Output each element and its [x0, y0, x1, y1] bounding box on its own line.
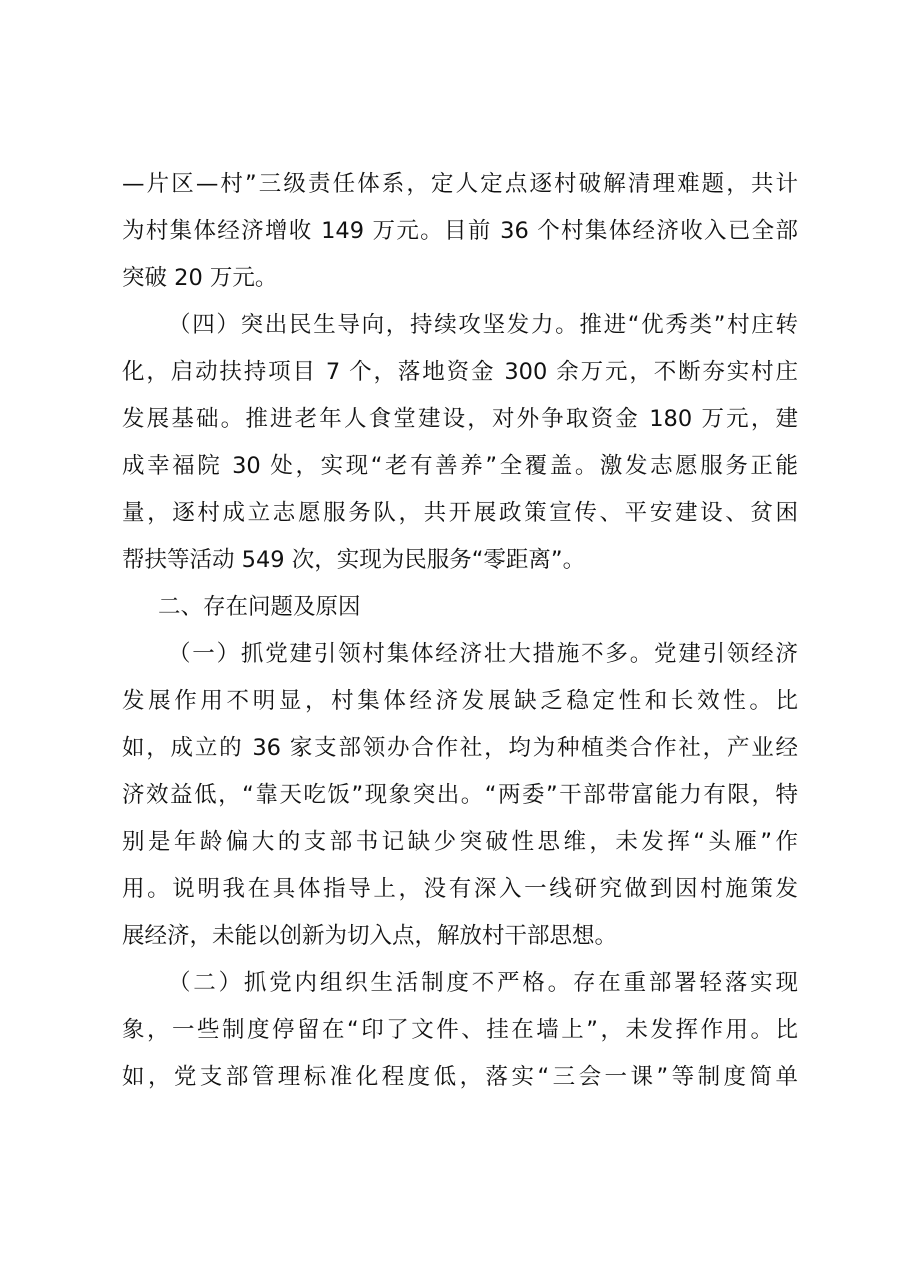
text-line: 如，党支部管理标准化程度低，落实“三会一课”等制度简单 — [122, 1064, 798, 1090]
text-line: （四）突出民生导向，持续攻坚发力。推进“优秀类”村庄转 — [168, 312, 798, 338]
text-line: （一）抓党建引领村集体经济壮大措施不多。党建引领经济 — [168, 641, 798, 667]
text-line: 别是年龄偏大的支部书记缺少突破性思维，未发挥“头雁”作 — [122, 829, 798, 855]
paragraph-one — [122, 635, 798, 964]
paragraph-continued — [122, 165, 798, 306]
text-line: 象，一些制度停留在“印了文件、挂在墙上”，未发挥作用。比 — [122, 1017, 798, 1043]
text-line: 化，启动扶持项目 7 个，落地资金 300 余万元，不断夯实村庄 — [122, 359, 798, 385]
text-line: —片区—村”三级责任体系，定人定点逐村破解清理难题，共计 — [122, 171, 798, 197]
paragraph-two — [122, 964, 798, 1105]
section-heading — [122, 588, 798, 635]
text-line: 为村集体经济增收 149 万元。目前 36 个村集体经济收入已全部 — [122, 218, 798, 244]
text-line: 展经济，未能以创新为切入点，解放村干部思想。 — [122, 923, 618, 949]
text-line: 发展作用不明显，村集体经济发展缺乏稳定性和长效性。比 — [122, 688, 798, 714]
text-line: 如，成立的 36 家支部领办合作社，均为种植类合作社，产业经 — [122, 735, 798, 761]
text-line: 量，逐村成立志愿服务队，共开展政策宣传、平安建设、贫困 — [122, 500, 798, 526]
heading-text: 二、存在问题及原因 — [158, 594, 361, 620]
document-body — [122, 165, 798, 1105]
text-line: 成幸福院 30 处，实现“老有善养”全覆盖。激发志愿服务正能 — [122, 453, 798, 479]
text-line: （二）抓党内组织生活制度不严格。存在重部署轻落实现 — [168, 970, 798, 996]
text-line: 济效益低，“靠天吃饭”现象突出。“两委”干部带富能力有限，特 — [122, 782, 798, 808]
text-line: 帮扶等活动 549 次，实现为民服务“零距离”。 — [122, 547, 586, 573]
paragraph-four — [122, 306, 798, 588]
text-line: 突破 20 万元。 — [122, 265, 278, 291]
text-line: 用。说明我在具体指导上，没有深入一线研究做到因村施策发 — [122, 876, 798, 902]
text-line: 发展基础。推进老年人食堂建设，对外争取资金 180 万元，建 — [122, 406, 798, 432]
